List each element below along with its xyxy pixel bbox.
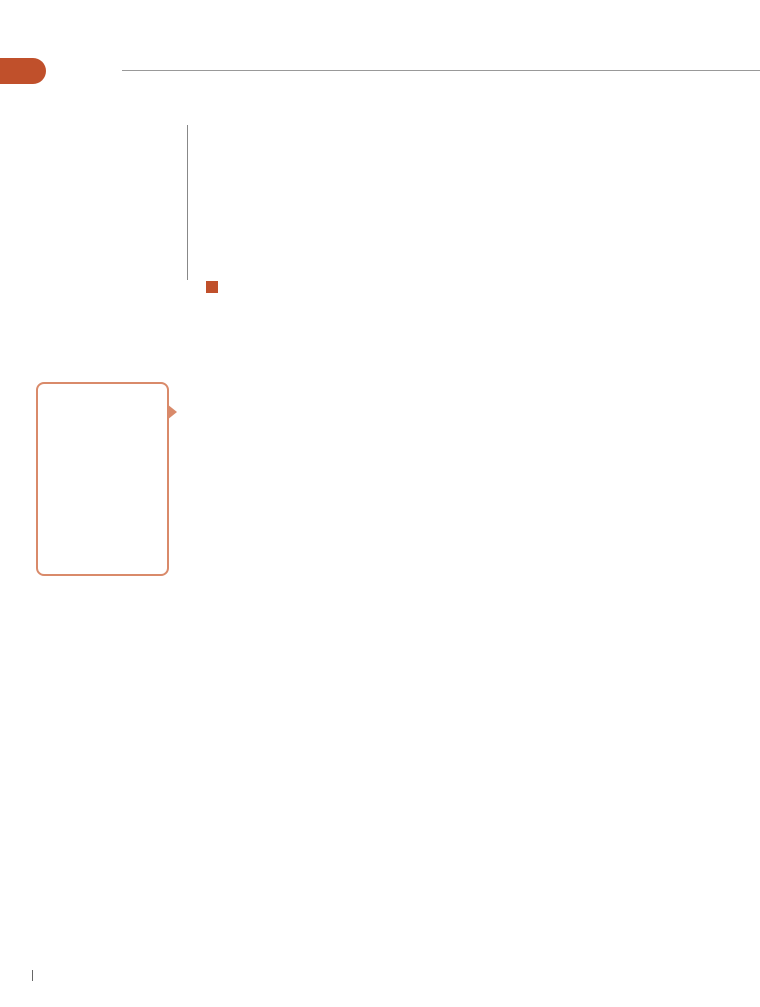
title-rule: [187, 125, 188, 280]
article-column-right: [464, 302, 696, 947]
author-icon: [206, 281, 218, 293]
footer: [26, 966, 39, 984]
byline: [206, 278, 224, 296]
section-tab: [0, 58, 46, 84]
footer-separator: [32, 970, 33, 981]
article-column-left: [206, 302, 438, 947]
pull-quote: [36, 382, 169, 576]
header-rule: [122, 70, 760, 71]
